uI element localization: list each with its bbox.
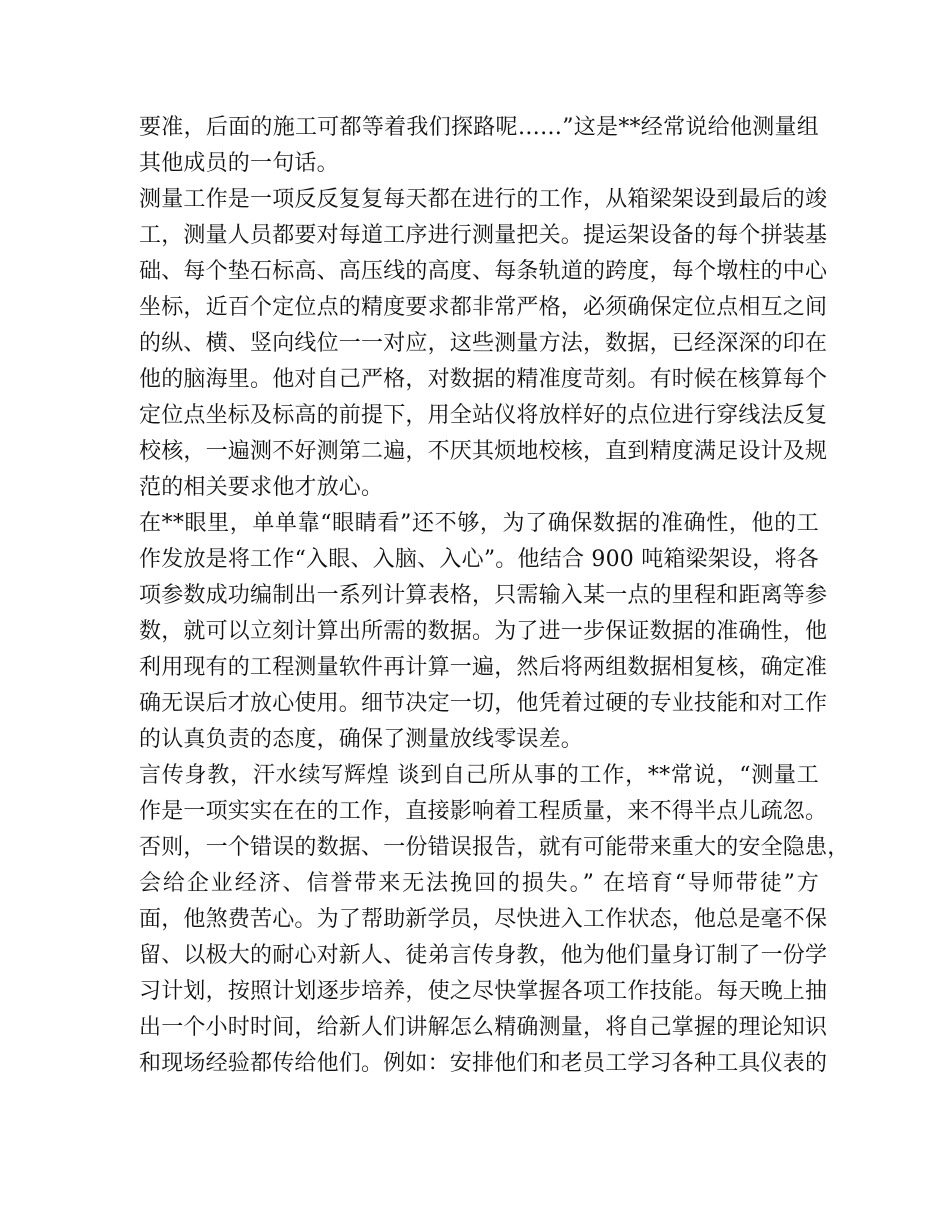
text-line: 作是一项实实在在的工作，直接影响着工程质量，来不得半点儿疏忽。: [139, 799, 828, 824]
text-line: 利用现有的工程测量软件再计算一遍，然后将两组数据相复核，确定准: [139, 655, 828, 680]
text-line: 的认真负责的态度，确保了测量放线零误差。: [139, 727, 584, 752]
text-line: 出一个小时时间，给新人们讲解怎么精确测量，将自己掌握的理论知识: [139, 1015, 828, 1040]
text-line: 的纵、横、竖向线位一一对应，这些测量方法，数据，已经深深的印在: [139, 331, 828, 356]
text-line: 础、每个垫石标高、高压线的高度、每条轨道的跨度，每个墩柱的中心: [139, 259, 828, 284]
text-line: 留、以极大的耐心对新人、徒弟言传身教，他为他们量身订制了一份学: [139, 943, 828, 968]
text-line: 会给企业经济、信誉带来无法挽回的损失。” 在培育“导师带徒”方: [139, 871, 819, 896]
text-line: 习计划，按照计划逐步培养，使之尽快掌握各项工作技能。每天晚上抽: [139, 979, 828, 1004]
text-line: 工，测量人员都要对每道工序进行测量把关。提运架设备的每个拼装基: [139, 223, 828, 248]
text-line: 坐标，近百个定位点的精度要求都非常严格，必须确保定位点相互之间: [139, 295, 828, 320]
document-body: [139, 110, 850, 1082]
text-line: 在**眼里，单单靠“眼睛看”还不够，为了确保数据的准确性，他的工: [139, 511, 819, 536]
text-line: 范的相关要求他才放心。: [139, 475, 384, 500]
text-line: 定位点坐标及标高的前提下，用全站仪将放样好的点位进行穿线法反复: [139, 403, 828, 428]
text-line: 确无误后才放心使用。细节决定一切，他凭着过硬的专业技能和对工作: [139, 691, 828, 716]
text-line: 他的脑海里。他对自己严格，对数据的精准度苛刻。有时候在核算每个: [139, 367, 828, 392]
text-line: 数，就可以立刻计算出所需的数据。为了进一步保证数据的准确性，他: [139, 619, 828, 644]
text-line: 测量工作是一项反反复复每天都在进行的工作，从箱梁架设到最后的竣: [139, 187, 828, 212]
text-line: 要准，后面的施工可都等着我们探路呢……”这是**经常说给他测量组: [139, 115, 819, 140]
text-line: 作发放是将工作“入眼、入脑、入心”。他结合 900 吨箱梁架设，将各: [139, 547, 819, 572]
text-line: 言传身教，汗水续写辉煌 谈到自己所从事的工作，**常说，“测量工: [139, 763, 819, 788]
text-line: 其他成员的一句话。: [139, 151, 339, 176]
text-line: 校核，一遍测不好测第二遍，不厌其烦地校核，直到精度满足设计及规: [139, 439, 828, 464]
text-line: 否则，一个错误的数据、一份错误报告，就有可能带来重大的安全隐患，: [139, 835, 850, 860]
text-line: 面，他煞费苦心。为了帮助新学员，尽快进入工作状态，他总是毫不保: [139, 907, 828, 932]
text-line: 和现场经验都传给他们。例如：安排他们和老员工学习各种工具仪表的: [139, 1051, 828, 1076]
text-line: 项参数成功编制出一系列计算表格，只需输入某一点的里程和距离等参: [139, 583, 828, 608]
